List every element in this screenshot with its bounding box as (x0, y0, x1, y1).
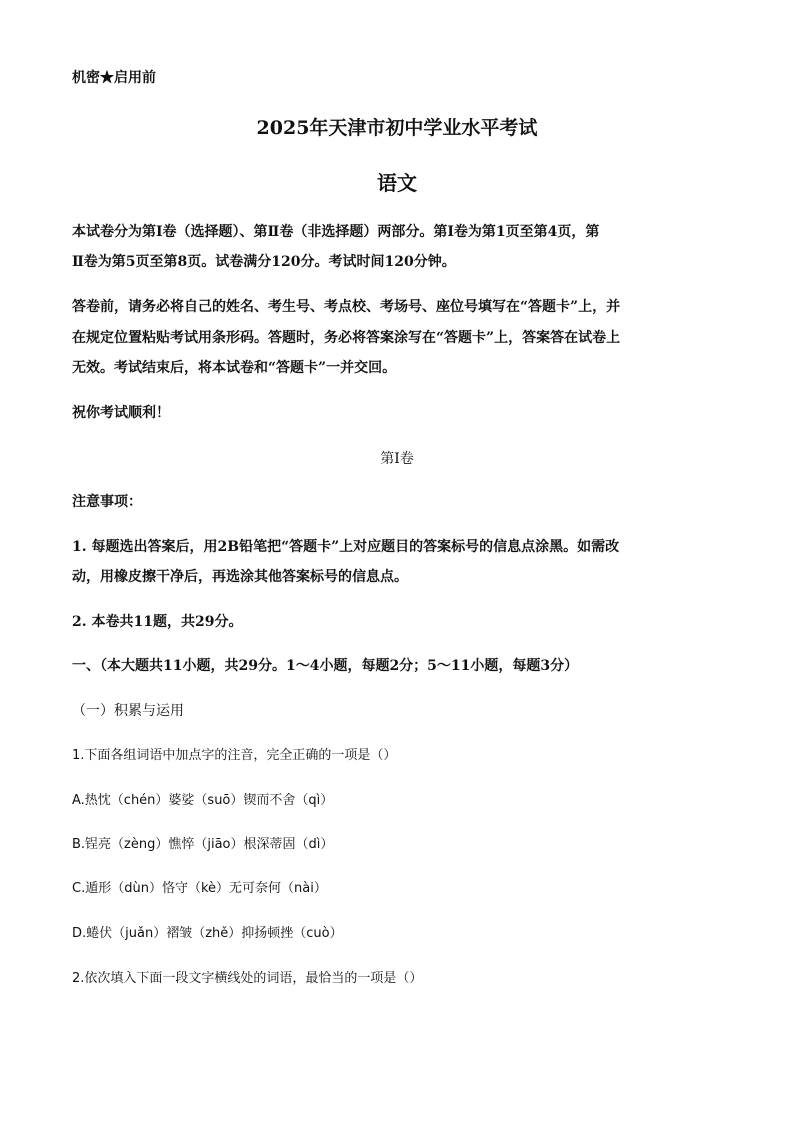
question-1-option-a: A.热忱（chén）婆娑（suō）锲而不舍（qì） (72, 793, 334, 808)
question-1-option-c: C.遁形（dùn）恪守（kè）无可奈何（nài） (72, 881, 327, 896)
intro-paragraph-2-line-1: 答卷前，请务必将自己的姓名、考生号、考点校、考场号、座位号填写在“答题卡”上，并 (72, 299, 621, 315)
subsection-1-heading: （一）积累与运用 (72, 703, 184, 719)
page-title: 2025年天津市初中学业水平考试 (256, 117, 538, 139)
note-2: 2. 本卷共11题，共29分。 (72, 614, 243, 630)
note-1-line-2: 动，用橡皮擦干净后，再选涂其他答案标号的信息点。 (72, 569, 408, 585)
wish-text: 祝你考试顺利！ (72, 405, 170, 421)
confidential-label: 机密★启用前 (72, 70, 156, 86)
question-1-option-d: D.蜷伏（juǎn）褶皱（zhě）抑扬顿挫（cuò） (72, 926, 343, 941)
section-1-heading: 一、（本大题共11小题，共29分。1～4小题，每题2分；5～11小题，每题3分） (72, 658, 579, 674)
question-1: 1.下面各组词语中加点字的注音，完全正确的一项是（） (72, 748, 397, 763)
question-1-option-b: B.锃亮（zèng）憔悴（jiāo）根深蒂固（dì） (72, 837, 334, 852)
notes-title: 注意事项： (72, 494, 142, 510)
intro-paragraph-1-line-2: Ⅱ卷为第5页至第8页。试卷满分120分。考试时间120分钟。 (72, 254, 456, 270)
note-1-line-1: 1. 每题选出答案后，用2B铅笔把“答题卡”上对应题目的答案标号的信息点涂黑。如需改 (72, 539, 620, 555)
part1-heading: 第Ⅰ卷 (380, 451, 414, 467)
intro-paragraph-2-line-3: 无效。考试结束后，将本试卷和“答题卡”一并交回。 (72, 360, 397, 376)
question-2: 2.依次填入下面一段文字横线处的词语，最恰当的一项是（） (72, 971, 423, 986)
intro-paragraph-2-line-2: 在规定位置粘贴考试用条形码。答题时，务必将答案涂写在“答题卡”上，答案答在试卷上 (72, 330, 621, 346)
subject-title: 语文 (377, 171, 417, 195)
intro-paragraph-1-line-1: 本试卷分为第Ⅰ卷（选择题）、第Ⅱ卷（非选择题）两部分。第Ⅰ卷为第1页至第4页，第 (72, 224, 600, 240)
